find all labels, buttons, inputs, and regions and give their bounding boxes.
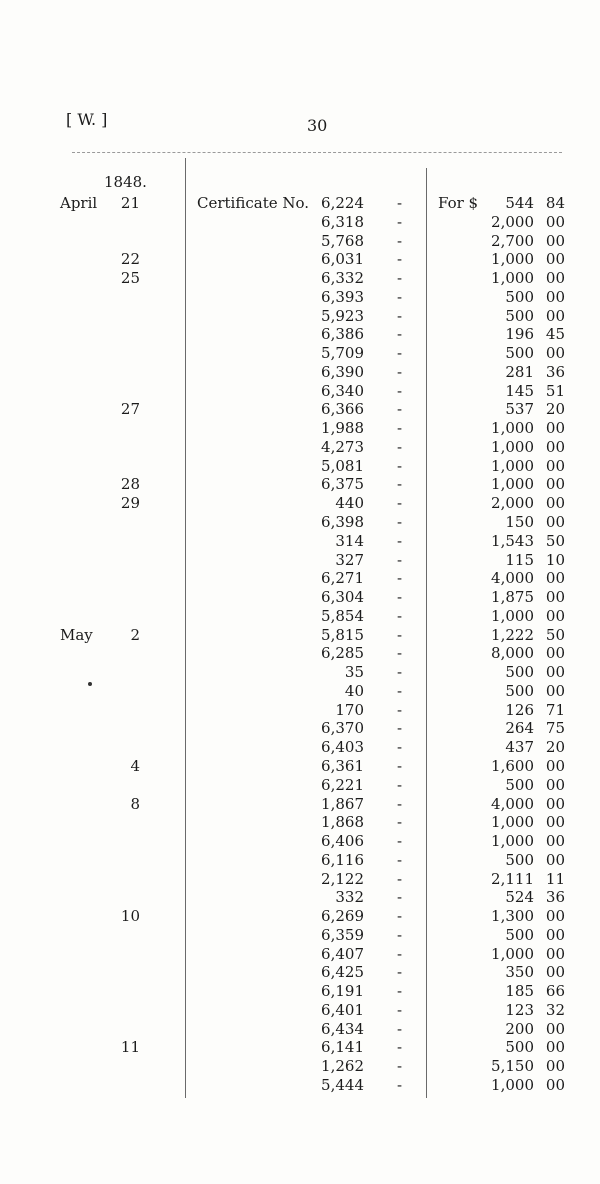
amount-dollars: 1,000 [491,456,534,475]
leader-dash: - [397,212,403,231]
amount-dollars: 1,000 [491,832,534,851]
leader-dash: - [397,644,403,663]
amount-cents: 71 [545,700,565,719]
amount-cents: 10 [545,550,565,569]
ledger-row [0,325,600,344]
ledger-row [0,475,600,494]
leader-dash: - [397,250,403,269]
leader-dash: - [397,719,403,738]
certificate-number: 5,854 [321,606,364,625]
certificate-number: 5,081 [321,456,364,475]
ledger-row [0,888,600,907]
amount-cents: 00 [545,494,565,513]
amount-dollars: 4,000 [491,569,534,588]
amount-dollars: 437 [505,738,534,757]
ledger-row [0,250,600,269]
amount-cents: 00 [545,250,565,269]
leader-dash: - [397,269,403,288]
entry-day: 8 [130,794,140,813]
ledger-row [0,757,600,776]
ledger-row [0,551,600,570]
ledger-row [0,982,600,1001]
ledger-row [0,945,600,964]
leader-dash: - [397,381,403,400]
ledger-table [0,194,600,1095]
certificate-number: 6,398 [321,513,364,532]
amount-dollars: 500 [505,775,534,794]
ledger-row [0,851,600,870]
leader-dash: - [397,907,403,926]
certificate-number: 6,375 [321,475,364,494]
ledger-row [0,344,600,363]
amount-cents: 11 [545,869,565,888]
for-label: For $ [438,194,479,212]
entry-day: 10 [120,907,140,926]
certificate-number: 5,444 [321,1075,364,1094]
amount-dollars: 500 [505,925,534,944]
leader-dash: - [397,1019,403,1038]
certificate-number: 1,988 [321,419,364,438]
amount-cents: 00 [545,287,565,306]
amount-cents: 50 [545,625,565,644]
leader-dash: - [397,925,403,944]
amount-cents: 00 [545,832,565,851]
certificate-number: 6,332 [321,269,364,288]
ledger-row [0,513,600,532]
certificate-number: 6,403 [321,738,364,757]
leader-dash: - [397,738,403,757]
amount-cents: 00 [545,644,565,663]
ledger-row [0,832,600,851]
ledger-row [0,926,600,945]
amount-dollars: 2,000 [491,494,534,513]
amount-dollars: 544 [505,194,534,212]
leader-dash: - [397,1057,403,1076]
leader-dash: - [397,832,403,851]
amount-dollars: 1,222 [491,625,534,644]
leader-dash: - [397,606,403,625]
leader-dash: - [397,1075,403,1094]
year-label: 1848. [104,173,147,191]
certificate-number: 6,406 [321,832,364,851]
certificate-number: 1,867 [321,794,364,813]
ledger-row [0,795,600,814]
entry-day: 29 [120,494,140,513]
certificate-number: 5,709 [321,344,364,363]
certificate-number: 6,370 [321,719,364,738]
amount-dollars: 1,600 [491,756,534,775]
certificate-number: 1,868 [321,813,364,832]
ledger-row [0,400,600,419]
ledger-row [0,588,600,607]
amount-cents: 51 [545,381,565,400]
leader-dash: - [397,1038,403,1057]
amount-cents: 00 [545,212,565,231]
leader-dash: - [397,475,403,494]
ledger-row [0,607,600,626]
certificate-number: 314 [335,531,364,550]
amount-dollars: 1,875 [491,588,534,607]
amount-cents: 00 [545,907,565,926]
amount-cents: 00 [545,588,565,607]
leader-dash: - [397,362,403,381]
amount-dollars: 5,150 [491,1057,534,1076]
ledger-row [0,457,600,476]
leader-dash: - [397,513,403,532]
entry-day: 22 [120,250,140,269]
certificate-number: 40 [344,681,364,700]
amount-cents: 00 [545,419,565,438]
leader-dash: - [397,813,403,832]
ledger-row [0,1076,600,1095]
leader-dash: - [397,681,403,700]
entry-day: 25 [120,269,140,288]
leader-dash: - [397,869,403,888]
certificate-number: 6,285 [321,644,364,663]
ledger-row [0,363,600,382]
amount-dollars: 2,000 [491,212,534,231]
ledger-row [0,1038,600,1057]
leader-dash: - [397,231,403,250]
amount-cents: 45 [545,325,565,344]
leader-dash: - [397,588,403,607]
leader-dash: - [397,756,403,775]
amount-cents: 00 [545,306,565,325]
amount-dollars: 2,111 [491,869,534,888]
amount-cents: 00 [545,775,565,794]
ledger-row [0,494,600,513]
certificate-number: 170 [335,700,364,719]
certificate-number: 5,815 [321,625,364,644]
certificate-number: 327 [335,550,364,569]
ledger-row [0,194,600,213]
amount-dollars: 1,000 [491,944,534,963]
ledger-row [0,419,600,438]
amount-cents: 50 [545,531,565,550]
amount-dollars: 1,543 [491,531,534,550]
amount-dollars: 145 [505,381,534,400]
amount-dollars: 185 [505,982,534,1001]
certificate-number: 332 [335,888,364,907]
leader-dash: - [397,194,403,212]
amount-dollars: 115 [505,550,534,569]
leader-dash: - [397,456,403,475]
amount-cents: 75 [545,719,565,738]
certificate-number: 6,224 [321,194,364,212]
certificate-number: 35 [344,663,364,682]
header-rule [72,152,562,153]
certificate-number: 6,361 [321,756,364,775]
amount-dollars: 150 [505,513,534,532]
ledger-row [0,569,600,588]
certificate-number: 5,923 [321,306,364,325]
ledger-row [0,307,600,326]
amount-dollars: 123 [505,1000,534,1019]
amount-dollars: 200 [505,1019,534,1038]
ledger-row [0,213,600,232]
leader-dash: - [397,400,403,419]
ledger-row [0,776,600,795]
amount-dollars: 500 [505,287,534,306]
entry-day: 28 [120,475,140,494]
certificate-number: 6,271 [321,569,364,588]
leader-dash: - [397,775,403,794]
page-number: 30 [307,116,328,135]
amount-cents: 00 [545,850,565,869]
amount-cents: 00 [545,513,565,532]
certificate-number: 4,273 [321,437,364,456]
leader-dash: - [397,663,403,682]
entry-day: 21 [120,194,140,212]
amount-dollars: 196 [505,325,534,344]
amount-dollars: 500 [505,1038,534,1057]
ledger-row [0,663,600,682]
ledger-row [0,1020,600,1039]
amount-cents: 00 [545,944,565,963]
ledger-row [0,1057,600,1076]
certificate-number: 6,386 [321,325,364,344]
certificate-number: 6,031 [321,250,364,269]
certificate-number: 5,768 [321,231,364,250]
amount-cents: 00 [545,1075,565,1094]
leader-dash: - [397,494,403,513]
certificate-number: 1,262 [321,1057,364,1076]
ledger-row [0,813,600,832]
ledger-row [0,232,600,251]
entry-day: 4 [130,756,140,775]
entry-month: May [60,625,93,644]
ledger-row [0,288,600,307]
ledger-row [0,870,600,889]
ledger-row [0,738,600,757]
amount-dollars: 264 [505,719,534,738]
amount-dollars: 1,000 [491,419,534,438]
ledger-row [0,907,600,926]
ledger-row [0,532,600,551]
amount-cents: 00 [545,456,565,475]
leader-dash: - [397,569,403,588]
amount-dollars: 1,000 [491,1075,534,1094]
certificate-number: 6,221 [321,775,364,794]
amount-cents: 00 [545,344,565,363]
certificate-number: 6,407 [321,944,364,963]
amount-cents: 66 [545,982,565,1001]
amount-cents: 00 [545,231,565,250]
certificate-number: 6,318 [321,212,364,231]
amount-dollars: 1,000 [491,269,534,288]
amount-dollars: 500 [505,681,534,700]
certificate-number: 6,390 [321,362,364,381]
amount-dollars: 2,700 [491,231,534,250]
amount-cents: 00 [545,437,565,456]
amount-dollars: 500 [505,850,534,869]
leader-dash: - [397,625,403,644]
entry-day: 2 [130,625,140,644]
ledger-row [0,382,600,401]
header-mark: [ W. ] [66,110,108,129]
amount-dollars: 524 [505,888,534,907]
amount-dollars: 1,000 [491,437,534,456]
leader-dash: - [397,437,403,456]
amount-dollars: 281 [505,362,534,381]
amount-cents: 00 [545,1038,565,1057]
amount-cents: 00 [545,1019,565,1038]
amount-cents: 00 [545,925,565,944]
leader-dash: - [397,944,403,963]
amount-cents: 20 [545,400,565,419]
amount-cents: 84 [545,194,565,212]
amount-dollars: 500 [505,344,534,363]
certificate-number: 6,425 [321,963,364,982]
certificate-number: 6,269 [321,907,364,926]
leader-dash: - [397,1000,403,1019]
amount-cents: 32 [545,1000,565,1019]
ledger-row [0,701,600,720]
leader-dash: - [397,531,403,550]
amount-cents: 36 [545,362,565,381]
certificate-label: Certificate No. [197,194,310,212]
amount-cents: 20 [545,738,565,757]
amount-cents: 00 [545,756,565,775]
amount-dollars: 8,000 [491,644,534,663]
leader-dash: - [397,794,403,813]
ledger-row [0,626,600,645]
certificate-number: 6,141 [321,1038,364,1057]
amount-cents: 00 [545,569,565,588]
leader-dash: - [397,850,403,869]
amount-dollars: 1,000 [491,475,534,494]
certificate-number: 6,434 [321,1019,364,1038]
ledger-row [0,719,600,738]
amount-cents: 00 [545,813,565,832]
amount-dollars: 500 [505,306,534,325]
amount-dollars: 4,000 [491,794,534,813]
certificate-number: 6,304 [321,588,364,607]
ink-speck [88,682,92,686]
leader-dash: - [397,550,403,569]
amount-cents: 00 [545,475,565,494]
certificate-number: 2,122 [321,869,364,888]
ledger-row [0,1001,600,1020]
leader-dash: - [397,419,403,438]
amount-cents: 00 [545,681,565,700]
amount-cents: 00 [545,663,565,682]
leader-dash: - [397,306,403,325]
amount-dollars: 537 [505,400,534,419]
leader-dash: - [397,344,403,363]
certificate-number: 6,401 [321,1000,364,1019]
amount-cents: 00 [545,963,565,982]
amount-dollars: 1,000 [491,813,534,832]
amount-cents: 36 [545,888,565,907]
leader-dash: - [397,982,403,1001]
leader-dash: - [397,287,403,306]
amount-cents: 00 [545,269,565,288]
amount-dollars: 1,300 [491,907,534,926]
certificate-number: 6,191 [321,982,364,1001]
amount-dollars: 126 [505,700,534,719]
amount-dollars: 1,000 [491,250,534,269]
ledger-row [0,269,600,288]
amount-dollars: 350 [505,963,534,982]
entry-day: 27 [120,400,140,419]
entry-month: April [60,194,98,212]
certificate-number: 6,366 [321,400,364,419]
certificate-number: 6,116 [321,850,364,869]
leader-dash: - [397,963,403,982]
certificate-number: 6,393 [321,287,364,306]
entry-day: 11 [120,1038,140,1057]
amount-cents: 00 [545,606,565,625]
leader-dash: - [397,325,403,344]
ledger-row [0,963,600,982]
ledger-row [0,438,600,457]
ledger-row [0,644,600,663]
amount-cents: 00 [545,794,565,813]
certificate-number: 6,340 [321,381,364,400]
amount-dollars: 500 [505,663,534,682]
amount-dollars: 1,000 [491,606,534,625]
amount-cents: 00 [545,1057,565,1076]
leader-dash: - [397,888,403,907]
leader-dash: - [397,700,403,719]
certificate-number: 440 [335,494,364,513]
certificate-number: 6,359 [321,925,364,944]
